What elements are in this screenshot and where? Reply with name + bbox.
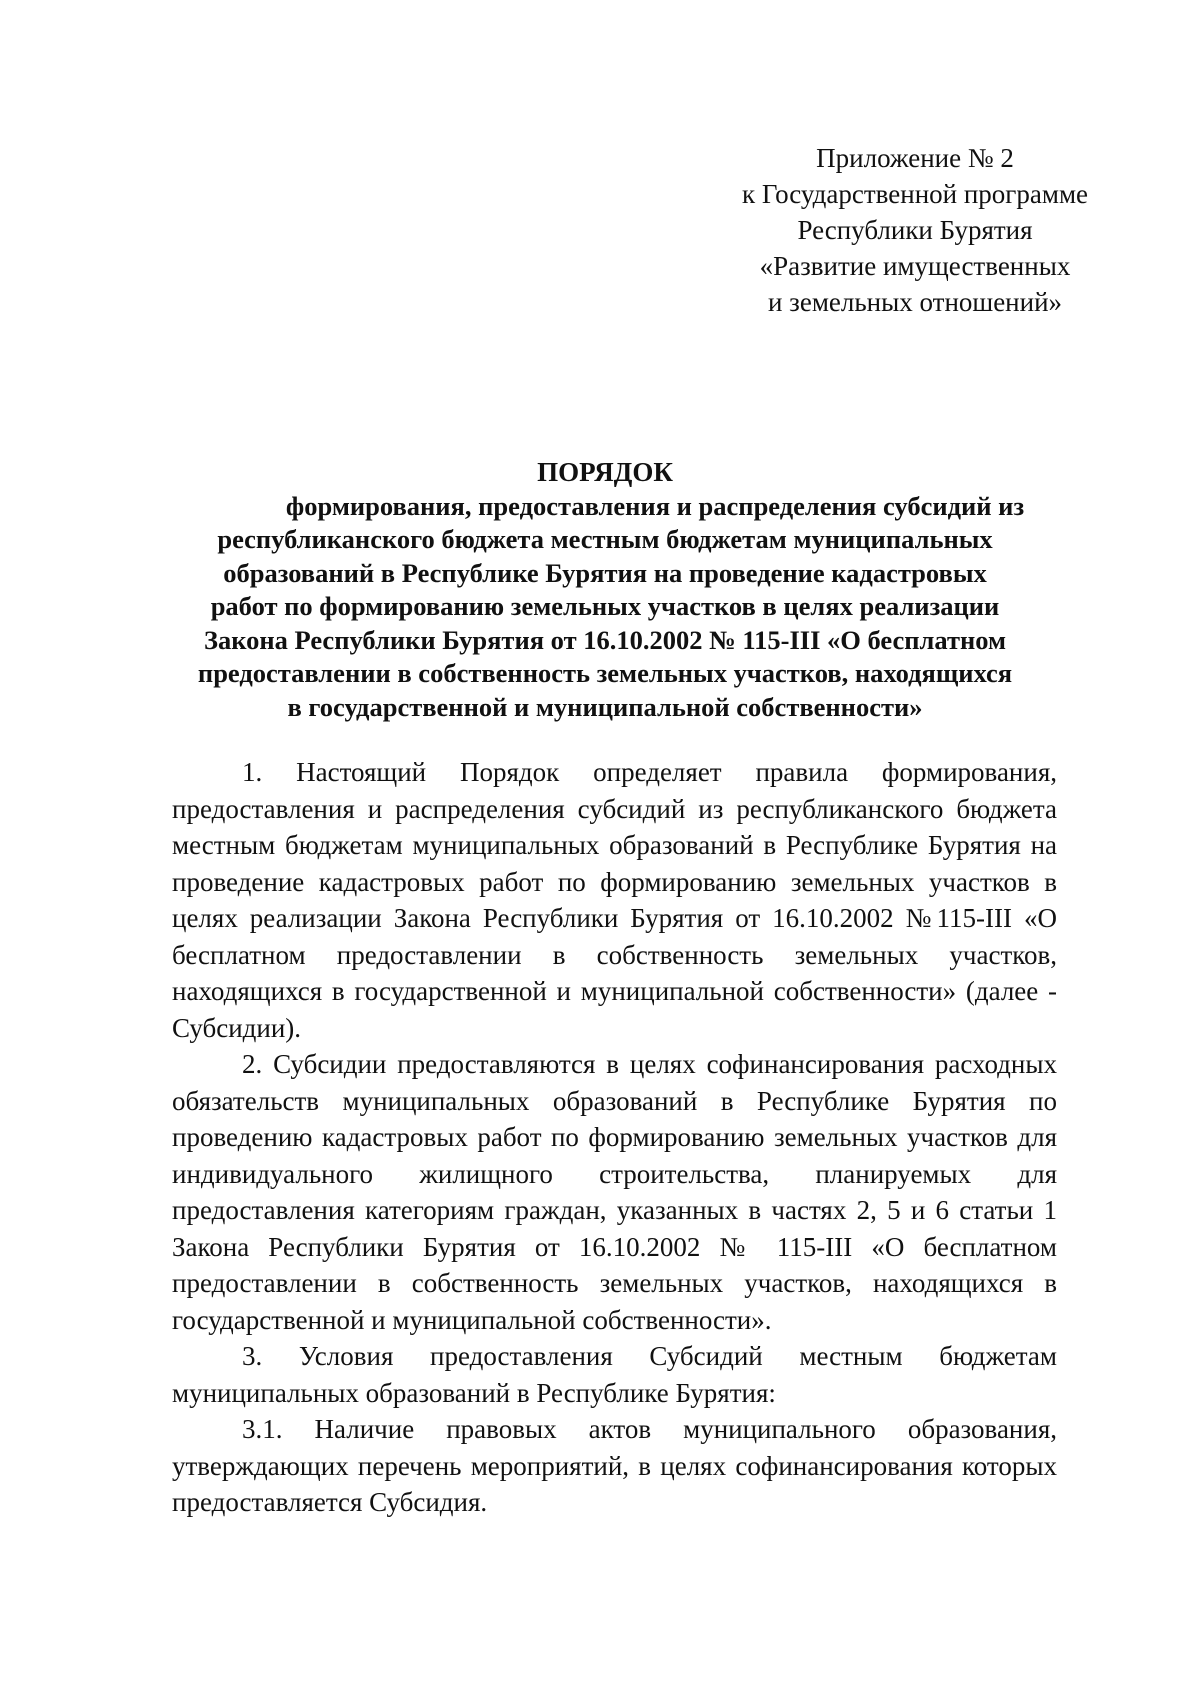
title-subtitle-line: предоставлении в собственность земельных участков, находящихся — [197, 658, 1013, 688]
paragraph-3-1: 3.1. Наличие правовых актов муниципального образования, утверждающих перечень мероприятий, в целях софинансирования которых предоставляется Субсидия. — [172, 1414, 1057, 1517]
title-subtitle-line: в государственной и муниципальной собственности» — [287, 691, 923, 722]
document-title — [150, 456, 1060, 724]
title-subtitle-line: работ по формированию земельных участков в целях реализации — [210, 591, 1000, 621]
appendix-line: Приложение № 2 — [816, 143, 1014, 173]
appendix-reference — [690, 140, 1140, 320]
title-subtitle-line: Закона Республики Бурятия от 16.10.2002 № 115-III «О бесплатном — [203, 624, 1007, 655]
appendix-line: и земельных отношений» — [767, 287, 1063, 317]
title-subtitle-line: формирования, предоставления и распределения субсидий из — [285, 490, 1025, 521]
appendix-line: к Государственной программе — [741, 179, 1089, 209]
appendix-line: «Развитие имущественных — [759, 251, 1071, 281]
title-subtitle-line: образований в Республике Бурятия на проведение кадастровых — [223, 557, 987, 588]
title-heading: ПОРЯДОК — [537, 457, 673, 487]
paragraph-3: 3. Условия предоставления Субсидий местным бюджетам муниципальных образований в Республике Бурятия: — [172, 1341, 1057, 1408]
title-subtitle-line: республиканского бюджета местным бюджетам муниципальных — [217, 524, 993, 554]
paragraph-2: 2. Субсидии предоставляются в целях софинансирования расходных обязательств муниципальных образований в Республике Бурятия по проведению кадастровых работ по формированию земельных участков для индивидуального жилищного строительства, планируемых для предоставления категориям граждан, указанных в частях 2, 5 и 6 статьи 1 Закона Республики Бурятия от 16.10.2002 № 115-III «О бесплатном предоставлении в собственность земельных участков, находящихся в государственной и муниципальной собственности». — [172, 1049, 1057, 1335]
appendix-line: Республики Бурятия — [797, 215, 1033, 245]
document-body — [172, 754, 1057, 1521]
paragraph-1: 1. Настоящий Порядок определяет правила формирования, предоставления и распределения субсидий из республиканского бюджета местным бюджетам муниципальных образований в Республике Бурятия на проведение кадастровых работ по формированию земельных участков в целях реализации Закона Республики Бурятия от 16.10.2002 №115-III «О бесплатном предоставлении в собственность земельных участков, находящихся в государственной и муниципальной собственности» (далее - Субсидии). — [172, 757, 1057, 1043]
